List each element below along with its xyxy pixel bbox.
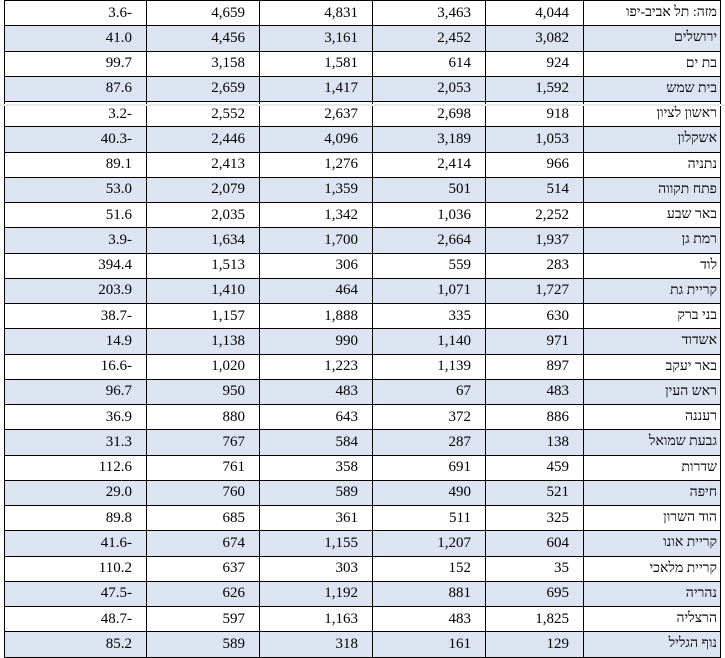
- change-percent-cell: 53.0: [5, 177, 147, 202]
- table-row: [5, 379, 721, 404]
- value-cell-d: 767: [147, 430, 260, 455]
- value-cell-d: 4,659: [147, 1, 260, 26]
- value-cell-b: 152: [373, 556, 486, 581]
- table-row: [5, 152, 721, 177]
- table-row: [5, 556, 721, 581]
- value-cell-b: 614: [373, 51, 486, 76]
- value-cell-d: 2,659: [147, 76, 260, 101]
- value-cell-b: 2,452: [373, 26, 486, 51]
- table-row: [5, 26, 721, 51]
- change-percent-cell: 48.7-: [5, 607, 147, 632]
- city-name-cell: בני ברק: [584, 304, 721, 329]
- city-name-cell: בית שמש: [584, 76, 721, 101]
- value-cell-d: 2,079: [147, 177, 260, 202]
- value-cell-d: 1,410: [147, 278, 260, 303]
- value-cell-a: 35: [486, 556, 584, 581]
- value-cell-b: 2,664: [373, 228, 486, 253]
- table-row: [5, 203, 721, 228]
- city-name-cell: באר שבע: [584, 203, 721, 228]
- value-cell-c: 990: [260, 329, 373, 354]
- value-cell-b: 1,140: [373, 329, 486, 354]
- table-row: [5, 177, 721, 202]
- value-cell-d: 1,513: [147, 253, 260, 278]
- change-percent-cell: 41.6-: [5, 531, 147, 556]
- city-name-cell: ראש העין: [584, 379, 721, 404]
- value-cell-d: 3,158: [147, 51, 260, 76]
- value-cell-d: 2,446: [147, 127, 260, 152]
- value-cell-d: 626: [147, 581, 260, 606]
- value-cell-d: 674: [147, 531, 260, 556]
- city-name-cell: קריית אונו: [584, 531, 721, 556]
- value-cell-b: 3,463: [373, 1, 486, 26]
- value-cell-c: 1,223: [260, 354, 373, 379]
- city-name-cell: לוד: [584, 253, 721, 278]
- value-cell-a: 1,727: [486, 278, 584, 303]
- value-cell-b: 161: [373, 632, 486, 657]
- value-cell-d: 685: [147, 506, 260, 531]
- city-name-cell: קריית גת: [584, 278, 721, 303]
- change-percent-cell: 47.5-: [5, 581, 147, 606]
- change-percent-cell: 89.8: [5, 506, 147, 531]
- change-percent-cell: 3.2-: [5, 102, 147, 127]
- value-cell-d: 2,035: [147, 203, 260, 228]
- table-row: [5, 51, 721, 76]
- city-name-cell: נהריה: [584, 581, 721, 606]
- value-cell-b: 3,189: [373, 127, 486, 152]
- city-name-cell: רמת גן: [584, 228, 721, 253]
- value-cell-d: 950: [147, 379, 260, 404]
- table-row: [5, 127, 721, 152]
- value-cell-a: 695: [486, 581, 584, 606]
- city-name-cell: נוף הגליל: [584, 632, 721, 657]
- change-percent-cell: 85.2: [5, 632, 147, 657]
- table-row: [5, 253, 721, 278]
- value-cell-b: 67: [373, 379, 486, 404]
- value-cell-c: 483: [260, 379, 373, 404]
- city-name-cell: אשקלון: [584, 127, 721, 152]
- change-percent-cell: 87.6: [5, 76, 147, 101]
- value-cell-a: 971: [486, 329, 584, 354]
- value-cell-c: 2,637: [260, 102, 373, 127]
- value-cell-a: 1,053: [486, 127, 584, 152]
- value-cell-a: 283: [486, 253, 584, 278]
- city-name-cell: אשדוד: [584, 329, 721, 354]
- value-cell-d: 761: [147, 455, 260, 480]
- value-cell-a: 325: [486, 506, 584, 531]
- value-cell-c: 1,342: [260, 203, 373, 228]
- value-cell-b: 1,071: [373, 278, 486, 303]
- value-cell-b: 2,053: [373, 76, 486, 101]
- table-row: [5, 1, 721, 26]
- value-cell-b: 559: [373, 253, 486, 278]
- city-statistics-table: [4, 0, 721, 658]
- value-cell-d: 589: [147, 632, 260, 657]
- value-cell-d: 2,552: [147, 102, 260, 127]
- value-cell-b: 490: [373, 480, 486, 505]
- table-row: [5, 354, 721, 379]
- value-cell-a: 1,825: [486, 607, 584, 632]
- value-cell-a: 966: [486, 152, 584, 177]
- value-cell-c: 1,700: [260, 228, 373, 253]
- change-percent-cell: 36.9: [5, 405, 147, 430]
- value-cell-a: 630: [486, 304, 584, 329]
- value-cell-c: 1,359: [260, 177, 373, 202]
- city-name-cell: שדרות: [584, 455, 721, 480]
- value-cell-c: 3,161: [260, 26, 373, 51]
- table-row: [5, 455, 721, 480]
- city-name-cell: נתניה: [584, 152, 721, 177]
- value-cell-c: 1,155: [260, 531, 373, 556]
- value-cell-d: 637: [147, 556, 260, 581]
- value-cell-a: 1,937: [486, 228, 584, 253]
- change-percent-cell: 16.6-: [5, 354, 147, 379]
- value-cell-d: 2,413: [147, 152, 260, 177]
- change-percent-cell: 29.0: [5, 480, 147, 505]
- value-cell-a: 2,252: [486, 203, 584, 228]
- table-row: [5, 76, 721, 101]
- value-cell-b: 881: [373, 581, 486, 606]
- change-percent-cell: 41.0: [5, 26, 147, 51]
- change-percent-cell: 112.6: [5, 455, 147, 480]
- value-cell-c: 589: [260, 480, 373, 505]
- value-cell-c: 303: [260, 556, 373, 581]
- table-row: [5, 531, 721, 556]
- city-name-cell: רעננה: [584, 405, 721, 430]
- value-cell-a: 4,044: [486, 1, 584, 26]
- value-cell-b: 287: [373, 430, 486, 455]
- value-cell-a: 3,082: [486, 26, 584, 51]
- value-cell-a: 886: [486, 405, 584, 430]
- change-percent-cell: 96.7: [5, 379, 147, 404]
- change-percent-cell: 99.7: [5, 51, 147, 76]
- value-cell-c: 1,581: [260, 51, 373, 76]
- city-name-cell: הרצליה: [584, 607, 721, 632]
- city-name-cell: פתח תקווה: [584, 177, 721, 202]
- value-cell-a: 924: [486, 51, 584, 76]
- city-name-cell: באר יעקב: [584, 354, 721, 379]
- table-row: [5, 278, 721, 303]
- value-cell-a: 459: [486, 455, 584, 480]
- change-percent-cell: 51.6: [5, 203, 147, 228]
- value-cell-d: 760: [147, 480, 260, 505]
- change-percent-cell: 89.1: [5, 152, 147, 177]
- value-cell-d: 880: [147, 405, 260, 430]
- value-cell-a: 604: [486, 531, 584, 556]
- city-name-cell: חיפה: [584, 480, 721, 505]
- table-row: [5, 480, 721, 505]
- table-row: [5, 329, 721, 354]
- value-cell-a: 129: [486, 632, 584, 657]
- value-cell-c: 4,096: [260, 127, 373, 152]
- change-percent-cell: 14.9: [5, 329, 147, 354]
- table-body: [5, 1, 721, 658]
- value-cell-a: 521: [486, 480, 584, 505]
- value-cell-b: 483: [373, 607, 486, 632]
- city-name-cell: הוד השרון: [584, 506, 721, 531]
- value-cell-a: 1,592: [486, 76, 584, 101]
- value-cell-c: 464: [260, 278, 373, 303]
- value-cell-a: 483: [486, 379, 584, 404]
- value-cell-c: 1,276: [260, 152, 373, 177]
- value-cell-c: 643: [260, 405, 373, 430]
- change-percent-cell: 110.2: [5, 556, 147, 581]
- change-percent-cell: 38.7-: [5, 304, 147, 329]
- value-cell-b: 1,036: [373, 203, 486, 228]
- city-name-cell: ראשון לציון: [584, 102, 721, 127]
- value-cell-b: 691: [373, 455, 486, 480]
- change-percent-cell: 203.9: [5, 278, 147, 303]
- value-cell-a: 514: [486, 177, 584, 202]
- table-row: [5, 304, 721, 329]
- value-cell-c: 1,192: [260, 581, 373, 606]
- table-row: [5, 506, 721, 531]
- value-cell-d: 597: [147, 607, 260, 632]
- value-cell-c: 1,417: [260, 76, 373, 101]
- table-row: [5, 228, 721, 253]
- value-cell-b: 1,207: [373, 531, 486, 556]
- table-row: [5, 405, 721, 430]
- value-cell-d: 1,634: [147, 228, 260, 253]
- value-cell-c: 361: [260, 506, 373, 531]
- value-cell-b: 372: [373, 405, 486, 430]
- value-cell-c: 1,888: [260, 304, 373, 329]
- value-cell-c: 4,831: [260, 1, 373, 26]
- change-percent-cell: 394.4: [5, 253, 147, 278]
- value-cell-c: 358: [260, 455, 373, 480]
- value-cell-b: 501: [373, 177, 486, 202]
- value-cell-b: 511: [373, 506, 486, 531]
- table-row: [5, 632, 721, 657]
- value-cell-c: 318: [260, 632, 373, 657]
- value-cell-b: 335: [373, 304, 486, 329]
- value-cell-a: 138: [486, 430, 584, 455]
- value-cell-b: 2,414: [373, 152, 486, 177]
- table-row: [5, 581, 721, 606]
- change-percent-cell: 3.6-: [5, 1, 147, 26]
- value-cell-c: 1,163: [260, 607, 373, 632]
- change-percent-cell: 3.9-: [5, 228, 147, 253]
- value-cell-b: 1,139: [373, 354, 486, 379]
- change-percent-cell: 40.3-: [5, 127, 147, 152]
- value-cell-d: 1,157: [147, 304, 260, 329]
- change-percent-cell: 31.3: [5, 430, 147, 455]
- data-table-container: [4, 0, 720, 658]
- city-name-cell: קריית מלאכי: [584, 556, 721, 581]
- value-cell-d: 1,138: [147, 329, 260, 354]
- table-row: [5, 430, 721, 455]
- value-cell-a: 897: [486, 354, 584, 379]
- city-name-cell: בת ים: [584, 51, 721, 76]
- city-name-cell: גבעת שמואל: [584, 430, 721, 455]
- value-cell-c: 306: [260, 253, 373, 278]
- city-name-cell: ירושלים: [584, 26, 721, 51]
- value-cell-d: 4,456: [147, 26, 260, 51]
- value-cell-b: 2,698: [373, 102, 486, 127]
- value-cell-c: 584: [260, 430, 373, 455]
- city-name-cell: מזה: תל אביב-יפו: [584, 1, 721, 26]
- value-cell-d: 1,020: [147, 354, 260, 379]
- value-cell-a: 918: [486, 102, 584, 127]
- page-scroll-divider: [0, 104, 725, 106]
- table-row: [5, 607, 721, 632]
